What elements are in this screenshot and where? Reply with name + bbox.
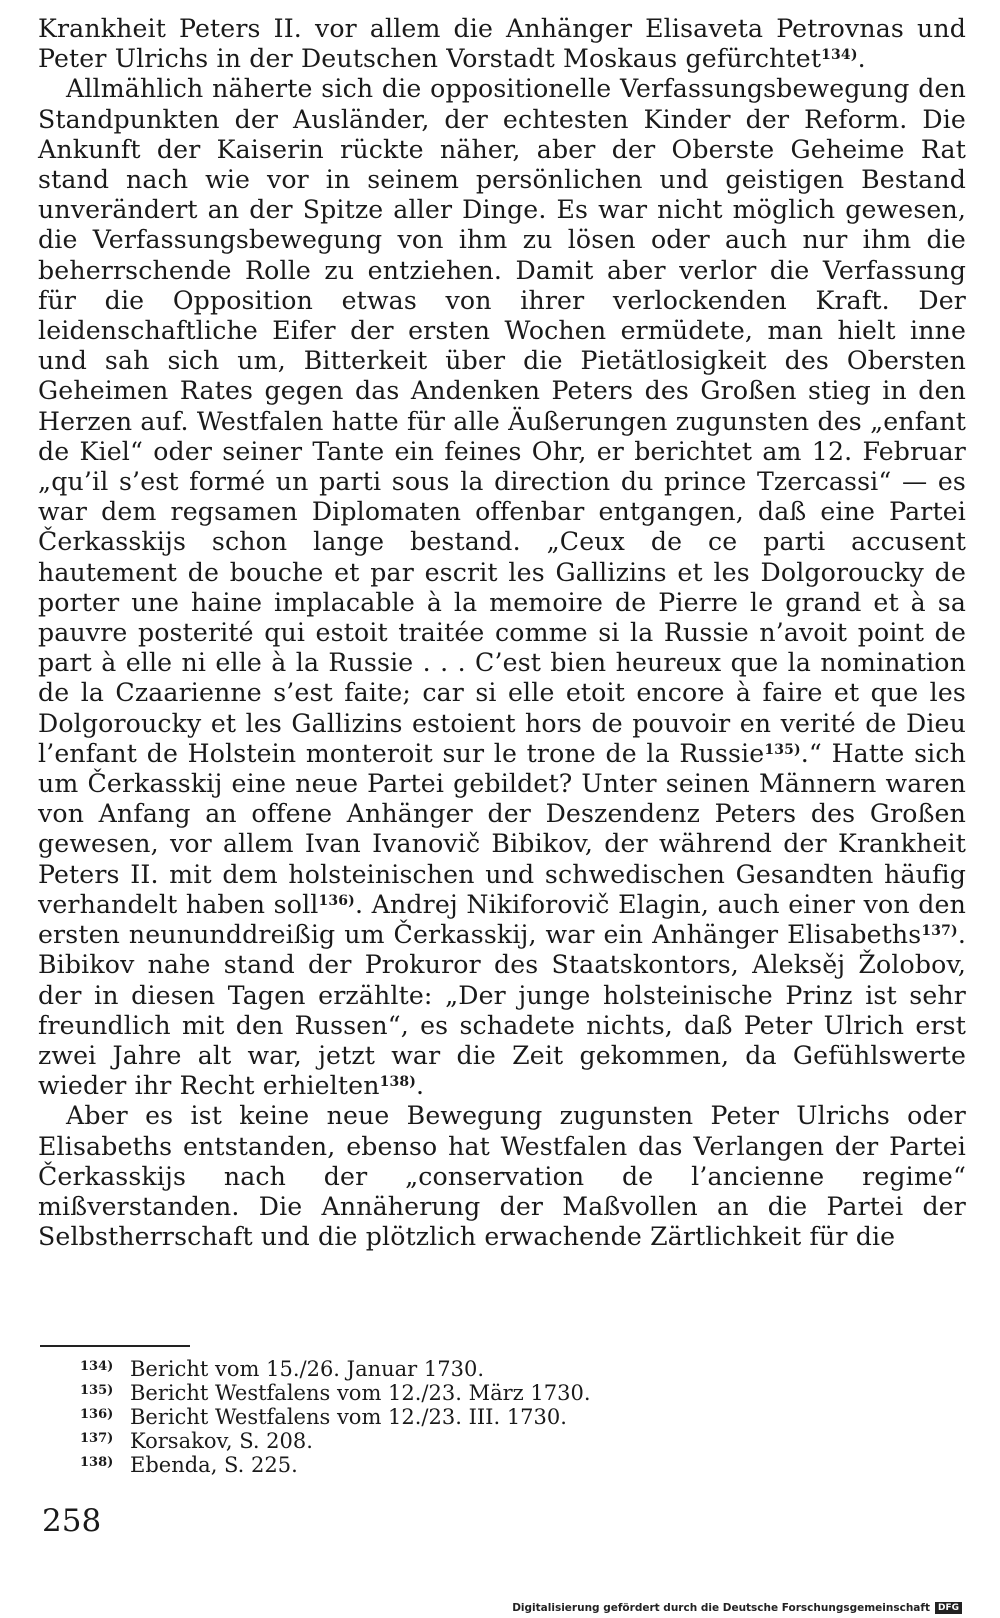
footnote-ref[interactable]: 137) (921, 923, 958, 940)
text-run: Krankheit Peters II. vor allem die Anhänger Elisaveta Petrovnas und Peter Ulrichs in der Deutschen Vorstadt Moskaus gefürchtet (38, 14, 966, 74)
text-run: Aber es ist keine neue Bewegung zugunsten Peter Ulrichs oder Elisabeths entstanden, ebenso hat Westfalen das Verlangen der Partei Čerkasskijs nach der „conservation de l’ancienne regime“ mißverstanden. Die Annäherung der Maßvollen an die Partei der Selbstherrschaft und die plötzlich erwachende Zärtlichkeit für die (38, 1101, 966, 1252)
footnote (80, 1452, 591, 1476)
footnote-number: 134) (80, 1359, 114, 1374)
text-run: . (416, 1071, 425, 1101)
footnote-number: 135) (80, 1383, 114, 1398)
footnote-number: 138) (80, 1455, 114, 1470)
footnote (80, 1356, 591, 1380)
footnotes (80, 1356, 591, 1476)
dfg-logo: DFG (935, 1602, 962, 1614)
footnote-text: Bericht Westfalens vom 12./23. März 1730. (130, 1381, 591, 1405)
footnote-ref[interactable]: 136) (318, 892, 355, 909)
text-run: . (857, 44, 866, 74)
text-run: . Andrej Nikiforovič Elagin, auch einer von den ersten neununddreißig um Čerkasskij, war ein Anhänger Elisabeths (38, 889, 966, 950)
text-run: .“ Hatte sich um Čerkasskij eine neue Partei gebildet? Unter seinen Männern waren von Anfang an offene Anhänger der Deszendenz Peters des Großen gewesen, vor allem Ivan Ivanovič Bibikov, der während der Krankheit Peters II. mit dem holsteinischen und schwedischen Gesandten häufig verhandelt haben soll (38, 738, 966, 919)
paragraph (38, 14, 966, 74)
paragraph (38, 74, 966, 1101)
digitization-credit (512, 1602, 962, 1614)
page-number: 258 (42, 1503, 102, 1539)
footnote-number: 136) (80, 1407, 114, 1422)
text-run: Allmählich näherte sich die oppositionelle Verfassungsbewegung den Standpunkten der Ausländer, der echtesten Kinder der Reform. Die Ankunft der Kaiserin rückte näher, aber der Oberste Geheime Rat stand nach wie vor in seinem persönlichen und geistigen Bestand unverändert an der Spitze aller Dinge. Es war nicht möglich gewesen, die Verfassungsbewegung von ihm zu lösen oder auch nur ihm die beherrschende Rolle zu entziehen. Damit aber verlor die Verfassung für die Opposition etwas von ihrer verlockenden Kraft. Der leidenschaftliche Eifer der ersten Wochen ermüdete, man hielt inne und sah sich um, Bitterkeit über die Pietätlosigkeit des Obersten Geheimen Rates gegen das Andenken Peters des Großen stieg in den Herzen auf. Westfalen hatte für alle Äußerungen zugunsten des „enfant de Kiel“ oder seiner Tante ein feines Ohr, er berichtet am 12. Februar „qu’il s’est formé un parti sous la direction du prince Tzercassi“ — es war dem regsamen Diplomaten offenbar entgangen, daß eine Partei Čerkasskijs schon lange bestand. „Ceux de ce parti accusent hautement de bouche et par escrit les Gallizins et les Dolgoroucky de porter une haine implacable à la memoire de Pierre le grand et à sa pauvre posterité qui estoit traitée comme si la Russie n’avoit point de part à elle ni elle à la Russie . . . C’est bien heureux que la nomination de la Czaarienne s’est faite; car si elle etoit encore à faire et que les Dolgoroucky et les Gallizins estoient hors de pouvoir en verité de Dieu l’enfant de Holstein monteroit sur le trone de la Russie (38, 74, 966, 768)
paragraph (38, 1101, 966, 1252)
footnote-text: Bericht Westfalens vom 12./23. III. 1730. (130, 1405, 567, 1429)
credit-text: Digitalisierung gefördert durch die Deutsche Forschungsgemeinschaft (512, 1602, 930, 1614)
footnote-ref[interactable]: 135) (764, 741, 801, 758)
footnote-text: Bericht vom 15./26. Januar 1730. (130, 1357, 484, 1381)
footnote (80, 1380, 591, 1404)
footnote-ref[interactable]: 138) (379, 1074, 417, 1091)
footnote-number: 137) (80, 1431, 114, 1446)
text-run: . Bibikov nahe stand der Prokuror des Staatskontors, Aleksěj Žolobov, der in diesen Tagen erzählte: „Der junge holsteinische Prinz ist sehr freundlich mit den Russen“, es schadete nichts, daß Peter Ulrich erst zwei Jahre alt war, jetzt war die Zeit gekommen, da Gefühlswerte wieder ihr Recht erhielten (38, 920, 966, 1101)
body-text (38, 14, 966, 1252)
footnote-divider (40, 1345, 190, 1347)
footnote-ref[interactable]: 134) (821, 47, 858, 64)
footnote (80, 1428, 591, 1452)
footnote-text: Korsakov, S. 208. (130, 1429, 313, 1453)
footnote-text: Ebenda, S. 225. (130, 1453, 298, 1477)
footnote (80, 1404, 591, 1428)
